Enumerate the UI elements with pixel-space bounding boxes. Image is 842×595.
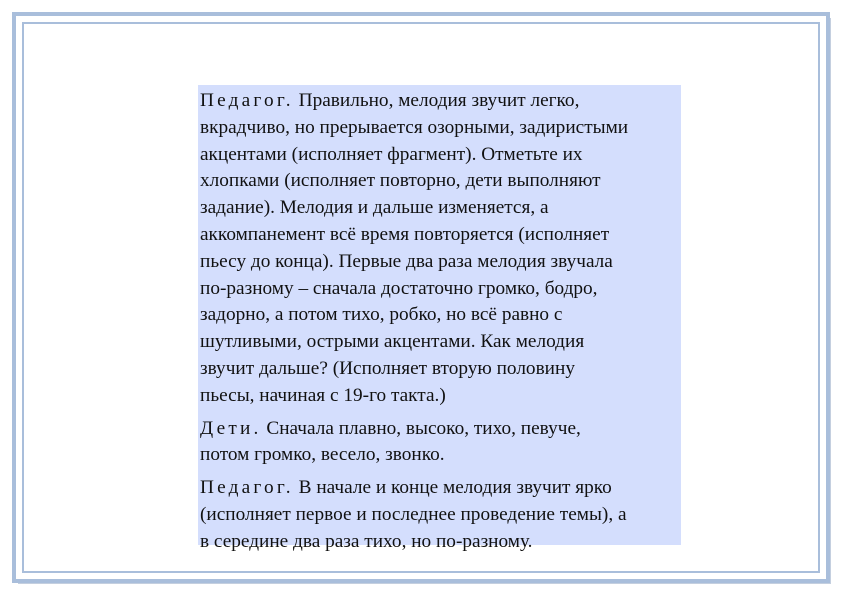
dialogue-paragraph-teacher-1 [200, 88, 679, 410]
dialogue-paragraph-teacher-2 [200, 475, 679, 555]
speaker-label: Педагог. [200, 90, 294, 111]
speaker-label: Дети. [200, 417, 262, 439]
paragraph-text: Правильно, мелодия звучит легко, вкрадчиво, но прерывается озорными, задиристыми акцентами (исполняет фрагмент). Отметьте их хлопками (исполняет повторно, дети выполняют задание). Мелодия и дальше изменяется, а аккомпанемент всё время повторяется (исполняет пьесу до конца). Первые два раза мелодия звучала по-разному – сначала достаточно громко, бодро, задорно, а потом тихо, робко, но всё равно с шутливыми, острыми акцентами. Как мелодия звучит дальше? (Исполняет вторую половину пьесы, начиная с 19-го такта.) [200, 90, 629, 406]
dialogue-text-box [198, 85, 681, 552]
paragraph-text: В начале и конце мелодия звучит ярко (исполняет первое и последнее проведение темы), а в середине два раза тихо, но по-разному. [200, 477, 627, 552]
speaker-label: Педагог. [200, 477, 294, 499]
paragraph-text: Сначала плавно, высоко, тихо, певуче, потом громко, весело, звонко. [200, 417, 581, 466]
dialogue-paragraph-children [200, 416, 679, 470]
